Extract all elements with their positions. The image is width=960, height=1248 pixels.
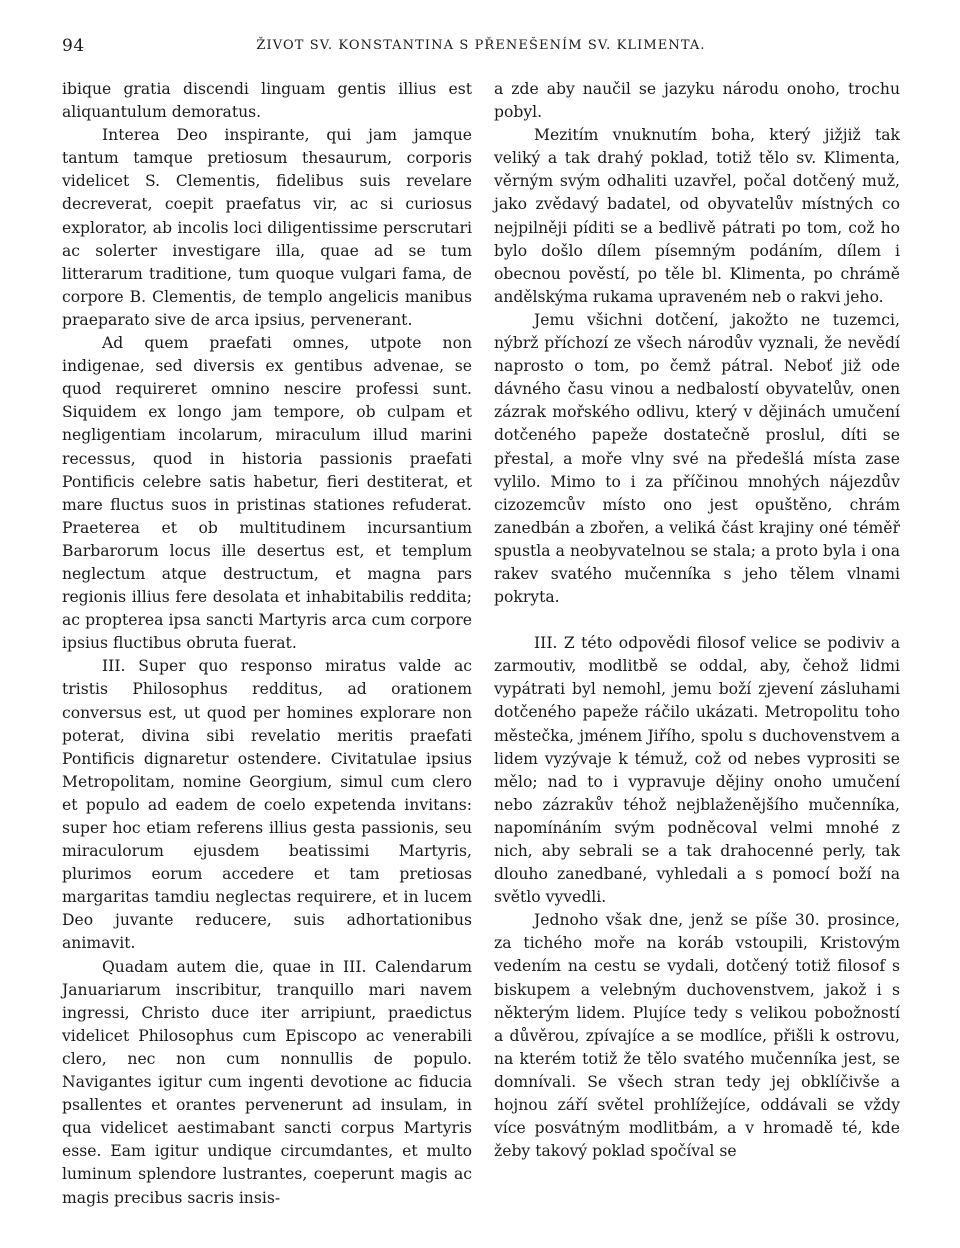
czech-paragraph-5: Jednoho však dne, jenž se píše 30. prosince, za tichého moře na koráb vstoupili, Kristovým vedením na cestu se vydali, dotčený totiž filosof s biskupem a velebným duchovenstvem, jakož i s některým lidem. Plujíce tedy s velikou pobožností a důvěrou, zpívajíce a se modlíce, přišli k ostrovu, na kterém totiž že tělo svatého mučenníka jest, se domnívali. Se všech stran tedy jej obklíčivše a hojnou září světel prohlížejíce, oddávali se vždy více posvátným modlitbám, a v hromadě té, kde žeby takový poklad spočíval se — [494, 911, 900, 1161]
latin-paragraph-5: Quadam autem die, quae in III. Calendarum Januariarum inscribitur, tranquillo mari navem ingressi, Christo duce iter arripiunt, praedictus videlicet Philosophus cum Episcopo ac venerabili clero, nec non cum nonnullis de populo. Navigantes igitur cum ingenti devotione ac fiducia psallentes et orantes pervenerunt ad insulam, in qua videlicet aestimabant sancti corpus Martyris esse. Eam igitur undique circumdantes, et multo luminum splendore lustrantes, coeperunt magis ac magis precibus sacris insis- — [62, 957, 472, 1207]
czech-paragraph-4: III. Z této odpovědi filosof velice se podiviv a zarmoutiv, modlitbě se oddal, aby, čehož lidmi vypátrati byl nemohl, jemu boží zjevení zásluhami dotčeného papeže ráčilo ukázati. Metropolitu toho městečka, jménem Jiřího, spolu s duchovenstvem a lidem vyzývaje k témuž, což od nebes vyprositi se mělo; nad to i vypravuje dějiny onoho umučení nebo zázrakův téhož nejblaženějšího mučenníka, napomínáním svým podněcoval velmi mnohé z nich, aby sebrali se a tak drahocenné perly, tak dlouho zanedbané, vyhledali a s pomocí boží na světlo vyvedli. — [494, 634, 900, 907]
latin-column — [62, 78, 472, 1210]
page-number: 94 — [62, 36, 85, 56]
running-head — [62, 30, 900, 66]
czech-paragraph-2: Mezitím vnuknutím boha, který jižjiž tak veliký a tak drahý poklad, totiž tělo sv. Klimenta, věrným svým odhaliti uzavřel, počal dotčený muž, jako zvědavý badatel, od obyvatelův místných co nejpilněji píditi se a bedlivě pátrati po tom, což ho bylo došlo dílem písemným podáním, dílem i obecnou pověstí, po těle bl. Klimenta, po chrámě andělskýma rukama upraveném neb o rakvi jeho. — [494, 126, 900, 306]
czech-column — [494, 78, 900, 1210]
czech-paragraph-3: Jemu všichni dotčení, jakožto ne tuzemci, nýbrž příchozí ze všech národův vyznali, že nevědí naprosto o tom, po čemž pátral. Neboť již ode dávného času vinou a nedbalostí obyvatelův, onen zázrak mořského odlivu, který v dějinách umučení dotčeného papeže dostatečně proslul, díti se přestal, a moře vlny své na předešlá místa zase vylilo. Mimo to i za příčinou mnohých nájezdův cizozemcův místo ono jest opuštěno, chrám zanedbán a zbořen, a veliká část krajiny oné téměř spustla a neobyvatelnou se stala; a proto byla i ona rakev svatého mučenníka s jeho tělem vlnami pokryta. — [494, 310, 900, 607]
page — [62, 30, 900, 1230]
latin-paragraph-4: III. Super quo responso miratus valde ac tristis Philosophus redditus, ad orationem conversus est, ut quod per homines explorare non poterat, divina sibi revelatio meritis praefati Pontificis dignaretur ostendere. Civitatulae ipsius Metropolitam, nomine Georgium, simul cum clero et populo ad eadem de coelo expetenda invitans: super hoc etiam referens illius gesta passionis, seu miraculorum ejusdem beatissimi Martyris, plurimos eorum accedere et tam pretiosas margaritas tamdiu neglectas requirere, et in lucem Deo juvante reducere, suis adhortationibus animavit. — [62, 657, 472, 953]
czech-paragraph-1: a zde aby naučil se jazyku národu onoho, trochu pobyl. — [494, 80, 900, 122]
latin-paragraph-1: ibique gratia discendi linguam gentis illius est aliquantulum demoratus. — [62, 80, 472, 122]
running-title: ŽIVOT SV. KONSTANTINA S PŘENEŠENÍM SV. KLIMENTA. — [256, 38, 706, 53]
latin-paragraph-3: Ad quem praefati omnes, utpote non indigenae, sed diversis ex gentibus advenae, se quod requireret omnino nescire professi sunt. Siquidem ex longo jam tempore, ob culpam et negligentiam incolarum, miraculum illud marini recessus, quod in historia passionis praefati Pontificis celebre satis habetur, fieri destiterat, et mare fluctus suos in pristinas stationes refuderat. Praeterea et ob multitudinem incursantium Barbarorum locus ille desertus est, et templum neglectum atque destructum, et magna pars regionis illius fere desolata et inhabitabilis reddita; ac propterea ipsa sancti Martyris arca cum corpore ipsius fluctibus obruta fuerat. — [62, 334, 472, 653]
two-column-text — [62, 78, 900, 1210]
latin-paragraph-2: Interea Deo inspirante, qui jam jamque tantum tamque pretiosum thesaurum, corporis videlicet S. Clementis, fidelibus suis revelare decreverat, coepit praefatus vir, ac si curiosus explorator, ab incolis loci diligentissime perscrutari ac solerter investigare illa, quae ad se tum litterarum traditione, tum quoque vulgari fama, de corpore B. Clementis, de templo angelicis manibus praeparato sive de arca ipsius, pervenerant. — [62, 126, 472, 329]
